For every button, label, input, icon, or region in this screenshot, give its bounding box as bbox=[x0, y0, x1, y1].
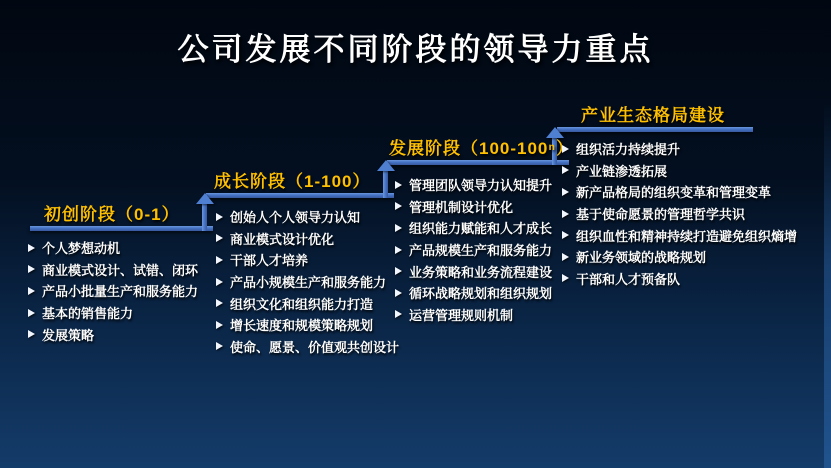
list-item bbox=[395, 174, 573, 196]
bullet-arrow-icon bbox=[216, 278, 223, 286]
bullet-arrow-icon bbox=[216, 213, 223, 221]
bullet-arrow-icon bbox=[395, 267, 402, 275]
bullet-text: 运营管理规则机制 bbox=[409, 307, 514, 323]
stage1-bullet-list bbox=[28, 237, 224, 345]
bullet-text: 基于使命愿景的管理哲学共识 bbox=[576, 207, 746, 223]
list-item bbox=[216, 292, 406, 314]
bullet-text: 创始人个人领导力认知 bbox=[230, 210, 361, 226]
stage4-title: 产业生态格局建设 bbox=[581, 106, 725, 125]
bullet-text: 新产品格局的组织变革和管理变革 bbox=[576, 185, 772, 201]
bullet-arrow-icon bbox=[395, 310, 402, 318]
list-item bbox=[28, 280, 224, 302]
bullet-text: 组织血性和精神持续打造避免组织熵增 bbox=[576, 228, 798, 244]
bullet-text: 管理团队领导力认知提升 bbox=[409, 178, 553, 194]
list-item bbox=[395, 260, 573, 282]
stage1-baseline bbox=[30, 226, 213, 231]
stage1-title: 初创阶段（0-1） bbox=[44, 205, 180, 224]
list-item bbox=[562, 160, 830, 182]
bullet-arrow-icon bbox=[562, 231, 569, 239]
bullet-arrow-icon bbox=[28, 287, 35, 295]
bullet-arrow-icon bbox=[28, 309, 35, 317]
bullet-arrow-icon bbox=[28, 244, 35, 252]
stage3-title: 发展阶段（100-100ⁿ） bbox=[389, 139, 575, 158]
up-arrow-shaft-1 bbox=[202, 203, 207, 231]
bullet-arrow-icon bbox=[395, 246, 402, 254]
list-item bbox=[216, 249, 406, 271]
bullet-text: 干部和人才预备队 bbox=[576, 271, 681, 287]
stage2-title: 成长阶段（1-100） bbox=[214, 172, 371, 191]
bullet-text: 商业模式设计、试错、闭环 bbox=[42, 262, 199, 278]
bullet-text: 循环战略规划和组织规划 bbox=[409, 286, 553, 302]
bullet-arrow-icon bbox=[216, 256, 223, 264]
bullet-arrow-icon bbox=[395, 289, 402, 297]
bullet-text: 业务策略和业务流程建设 bbox=[409, 264, 553, 280]
list-item bbox=[216, 206, 406, 228]
list-item bbox=[395, 304, 573, 326]
stage3-bullet-list bbox=[395, 174, 573, 325]
list-item bbox=[216, 314, 406, 336]
list-item bbox=[562, 268, 830, 290]
bullet-arrow-icon bbox=[216, 342, 223, 350]
list-item bbox=[28, 302, 224, 324]
bullet-text: 组织能力赋能和人才成长 bbox=[409, 221, 553, 237]
bullet-arrow-icon bbox=[28, 265, 35, 273]
bullet-arrow-icon bbox=[562, 166, 569, 174]
list-item bbox=[562, 138, 830, 160]
list-item bbox=[562, 181, 830, 203]
list-item bbox=[562, 203, 830, 225]
bullet-text: 产品小批量生产和服务能力 bbox=[42, 284, 199, 300]
slide-title: 公司发展不同阶段的领导力重点 bbox=[177, 32, 654, 67]
list-item bbox=[395, 282, 573, 304]
bullet-text: 商业模式设计优化 bbox=[230, 231, 335, 247]
bullet-arrow-icon bbox=[216, 321, 223, 329]
up-arrow-icon bbox=[196, 193, 214, 204]
stage2-baseline bbox=[206, 193, 394, 198]
bullet-arrow-icon bbox=[395, 224, 402, 232]
bullet-text: 个人梦想动机 bbox=[42, 241, 121, 257]
list-item bbox=[395, 217, 573, 239]
bullet-text: 发展策略 bbox=[42, 327, 95, 343]
bullet-arrow-icon bbox=[562, 253, 569, 261]
list-item bbox=[395, 196, 573, 218]
bullet-arrow-icon bbox=[562, 274, 569, 282]
list-item bbox=[28, 323, 224, 345]
bullet-arrow-icon bbox=[562, 145, 569, 153]
up-arrow-shaft-2 bbox=[383, 170, 388, 198]
stage4-baseline bbox=[557, 127, 753, 132]
bullet-arrow-icon bbox=[395, 202, 402, 210]
bullet-text: 产业链渗透拓展 bbox=[576, 163, 668, 179]
bullet-text: 增长速度和规模策略规划 bbox=[230, 318, 374, 334]
bullet-arrow-icon bbox=[28, 330, 35, 338]
bullet-text: 组织文化和组织能力打造 bbox=[230, 296, 374, 312]
bullet-text: 干部人才培养 bbox=[230, 253, 309, 269]
bullet-text: 使命、愿景、价值观共创设计 bbox=[230, 339, 400, 355]
bullet-text: 组织活力持续提升 bbox=[576, 142, 681, 158]
list-item bbox=[216, 228, 406, 250]
list-item bbox=[562, 246, 830, 268]
bullet-arrow-icon bbox=[395, 181, 402, 189]
bullet-text: 产品小规模生产和服务能力 bbox=[230, 275, 387, 291]
list-item bbox=[216, 271, 406, 293]
bullet-arrow-icon bbox=[562, 188, 569, 196]
bullet-text: 基本的销售能力 bbox=[42, 306, 134, 322]
bullet-text: 管理机制设计优化 bbox=[409, 199, 514, 215]
stage3-baseline bbox=[387, 160, 569, 165]
list-item bbox=[395, 239, 573, 261]
stage2-bullet-list bbox=[216, 206, 406, 357]
stage4-bullet-list bbox=[562, 138, 830, 289]
bullet-text: 新业务领域的战略规划 bbox=[576, 250, 707, 266]
list-item bbox=[562, 224, 830, 246]
list-item bbox=[216, 336, 406, 358]
bullet-arrow-icon bbox=[562, 210, 569, 218]
up-arrow-icon bbox=[377, 160, 395, 171]
list-item bbox=[28, 259, 224, 281]
bullet-arrow-icon bbox=[216, 299, 223, 307]
bullet-text: 产品规模生产和服务能力 bbox=[409, 243, 553, 259]
list-item bbox=[28, 237, 224, 259]
bullet-arrow-icon bbox=[216, 234, 223, 242]
